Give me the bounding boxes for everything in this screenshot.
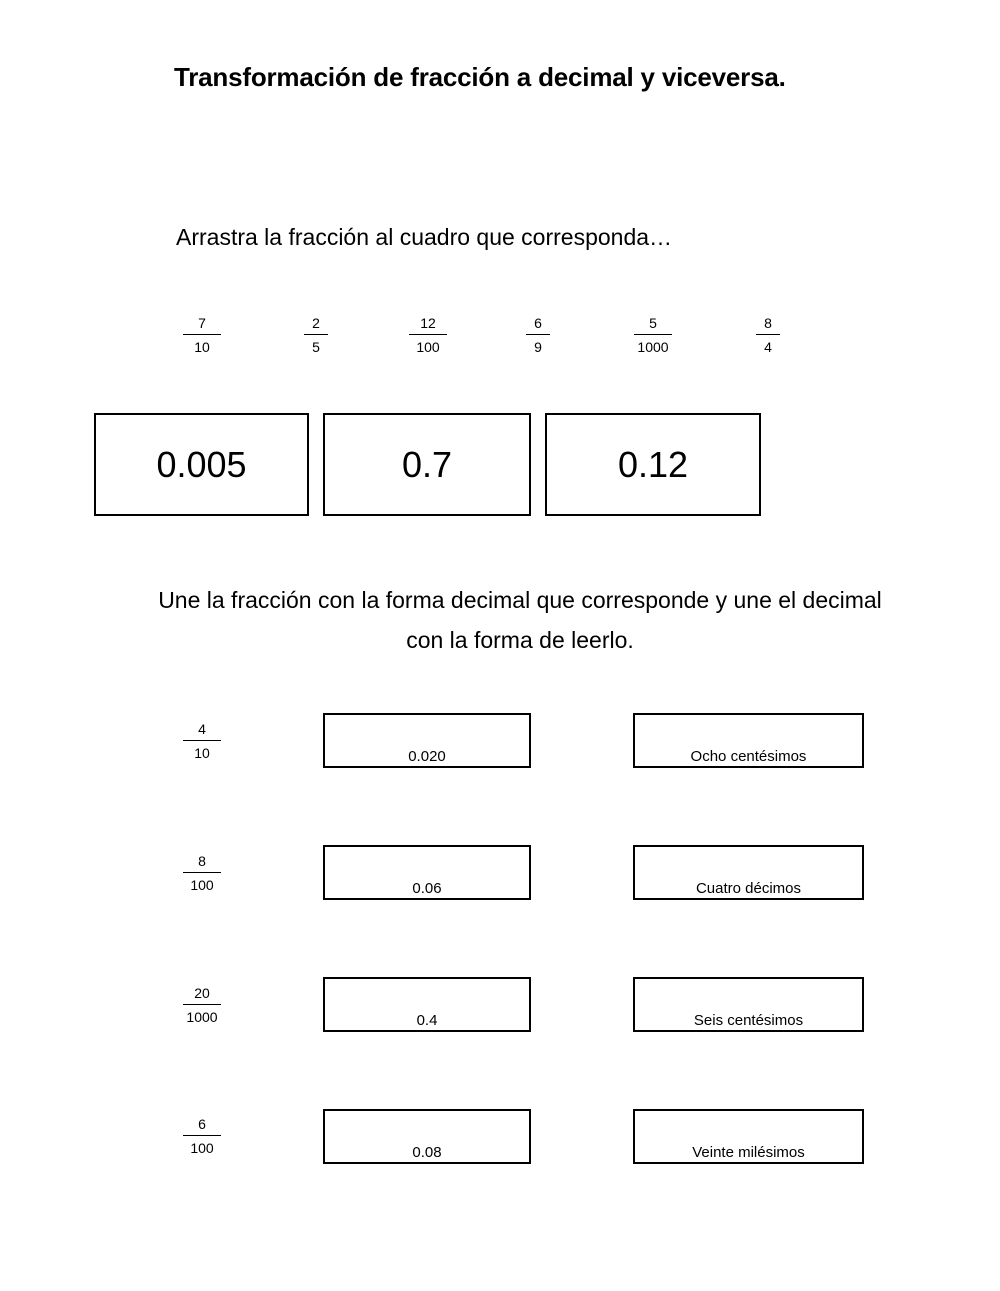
drop-box-label: 0.12 bbox=[617, 443, 689, 485]
drop-box[interactable] bbox=[323, 413, 531, 516]
fraction-numerator: 5 bbox=[634, 315, 672, 335]
decimal-box[interactable] bbox=[323, 1109, 531, 1164]
fraction-numerator: 6 bbox=[526, 315, 550, 335]
fraction-denominator: 1000 bbox=[637, 339, 669, 355]
decimal-label: 0.4 bbox=[416, 1012, 438, 1029]
fraction-denominator: 10 bbox=[194, 339, 210, 355]
decimal-label: 0.06 bbox=[412, 880, 442, 897]
match-fraction[interactable] bbox=[172, 721, 232, 762]
words-label: Cuatro décimos bbox=[695, 880, 802, 897]
drop-box-label: 0.005 bbox=[156, 443, 247, 485]
drop-box[interactable] bbox=[545, 413, 761, 516]
draggable-fraction[interactable] bbox=[398, 315, 458, 356]
match-instruction: Une la fracción con la forma decimal que corresponde y une el decimal con la forma de leerlo. bbox=[158, 587, 882, 653]
fraction-numerator: 8 bbox=[756, 315, 780, 335]
draggable-fraction[interactable] bbox=[623, 315, 683, 356]
draggable-fraction[interactable] bbox=[172, 315, 232, 356]
decimal-box[interactable] bbox=[323, 713, 531, 768]
drop-box-label: 0.7 bbox=[401, 443, 453, 485]
decimal-box[interactable] bbox=[323, 977, 531, 1032]
decimal-label: 0.08 bbox=[412, 1144, 442, 1161]
words-label: Veinte milésimos bbox=[692, 1144, 805, 1161]
fraction-denominator: 100 bbox=[190, 1140, 214, 1156]
words-box[interactable] bbox=[633, 713, 864, 768]
fraction-denominator: 10 bbox=[194, 745, 210, 761]
fraction-denominator: 9 bbox=[534, 339, 542, 355]
decimal-box[interactable] bbox=[323, 845, 531, 900]
match-fraction[interactable] bbox=[172, 1116, 232, 1157]
fraction-denominator: 100 bbox=[416, 339, 440, 355]
draggable-fraction[interactable] bbox=[286, 315, 346, 356]
fraction-denominator: 100 bbox=[190, 877, 214, 893]
fraction-numerator: 20 bbox=[183, 985, 221, 1005]
words-label: Ocho centésimos bbox=[690, 748, 807, 765]
drop-box[interactable] bbox=[94, 413, 309, 516]
fraction-numerator: 4 bbox=[183, 721, 221, 741]
match-fraction[interactable] bbox=[172, 985, 232, 1026]
decimal-label: 0.020 bbox=[408, 748, 446, 765]
words-box[interactable] bbox=[633, 977, 864, 1032]
drag-instruction: Arrastra la fracción al cuadro que corresponda… bbox=[176, 224, 673, 250]
fraction-denominator: 5 bbox=[312, 339, 320, 355]
fraction-numerator: 8 bbox=[183, 853, 221, 873]
match-fraction[interactable] bbox=[172, 853, 232, 894]
fraction-numerator: 6 bbox=[183, 1116, 221, 1136]
words-box[interactable] bbox=[633, 845, 864, 900]
fraction-numerator: 7 bbox=[183, 315, 221, 335]
fraction-denominator: 4 bbox=[764, 339, 772, 355]
words-label: Seis centésimos bbox=[693, 1012, 804, 1029]
fraction-denominator: 1000 bbox=[186, 1009, 218, 1025]
fraction-numerator: 12 bbox=[409, 315, 447, 335]
page-title: Transformación de fracción a decimal y viceversa. bbox=[174, 62, 786, 92]
fraction-numerator: 2 bbox=[304, 315, 328, 335]
draggable-fraction[interactable] bbox=[508, 315, 568, 356]
draggable-fraction[interactable] bbox=[738, 315, 798, 356]
words-box[interactable] bbox=[633, 1109, 864, 1164]
